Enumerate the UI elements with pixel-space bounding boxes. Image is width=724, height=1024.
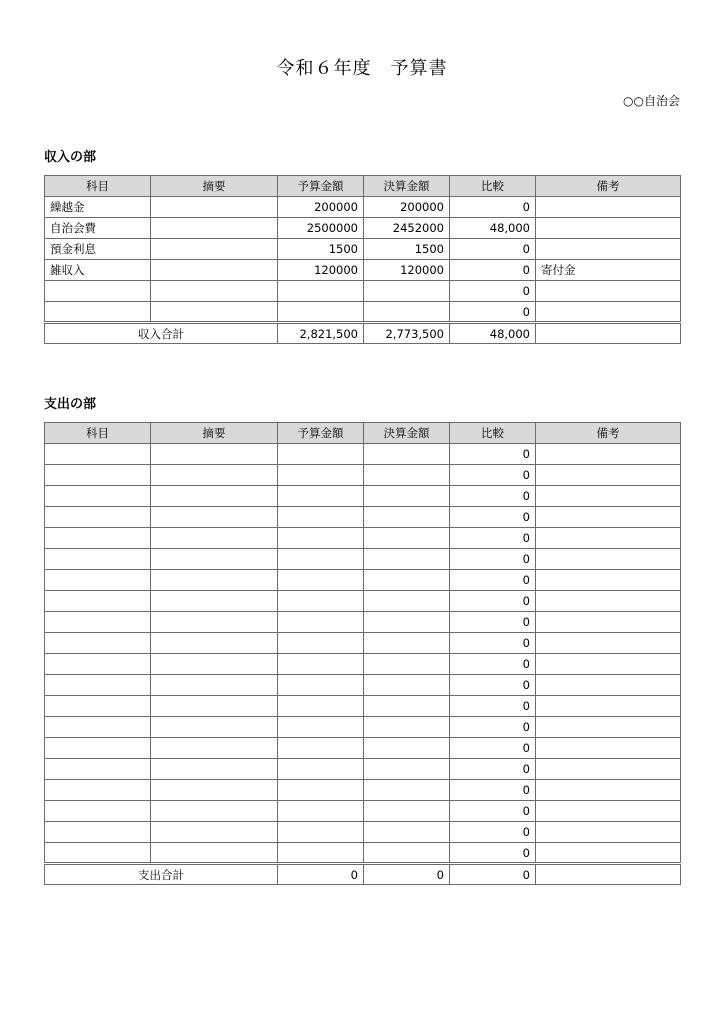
note-cell (536, 696, 681, 717)
subject-cell (45, 507, 151, 528)
summary-cell (151, 197, 278, 218)
diff-cell: 0 (450, 675, 536, 696)
diff-cell: 48,000 (450, 218, 536, 239)
summary-cell (151, 759, 278, 780)
diff-cell: 0 (450, 239, 536, 260)
actual-cell (364, 633, 450, 654)
budget-header: 予算金額 (278, 176, 364, 197)
total-diff-cell: 48,000 (450, 323, 536, 344)
subject-cell (45, 654, 151, 675)
diff-cell: 0 (450, 507, 536, 528)
diff-cell: 0 (450, 465, 536, 486)
table-row (45, 486, 681, 507)
income-table (44, 175, 681, 344)
diff-cell: 0 (450, 281, 536, 302)
budget-cell (278, 591, 364, 612)
subject-cell (45, 675, 151, 696)
table-row (45, 633, 681, 654)
total-label: 支出合計 (45, 864, 278, 885)
budget-cell (278, 281, 364, 302)
diff-cell: 0 (450, 801, 536, 822)
budget-cell (278, 633, 364, 654)
diff-cell: 0 (450, 843, 536, 864)
table-row (45, 218, 681, 239)
total-budget-cell: 2,821,500 (278, 323, 364, 344)
summary-header: 摘要 (151, 176, 278, 197)
note-cell (536, 675, 681, 696)
table-row (45, 591, 681, 612)
budget-cell: 2500000 (278, 218, 364, 239)
note-cell (536, 633, 681, 654)
note-cell (536, 717, 681, 738)
table-row (45, 675, 681, 696)
total-diff-cell: 0 (450, 864, 536, 885)
note-cell: 寄付金 (536, 260, 681, 281)
budget-cell (278, 822, 364, 843)
subject-header: 科目 (45, 423, 151, 444)
table-header-row (45, 176, 681, 197)
expense-table (44, 422, 681, 885)
note-cell (536, 239, 681, 260)
summary-cell (151, 612, 278, 633)
budget-cell (278, 801, 364, 822)
diff-cell: 0 (450, 822, 536, 843)
summary-cell (151, 444, 278, 465)
total-budget-cell: 0 (278, 864, 364, 885)
summary-cell (151, 507, 278, 528)
note-cell (536, 465, 681, 486)
subject-cell (45, 696, 151, 717)
diff-cell: 0 (450, 717, 536, 738)
diff-cell: 0 (450, 260, 536, 281)
budget-cell (278, 486, 364, 507)
summary-cell (151, 302, 278, 323)
actual-cell (364, 302, 450, 323)
table-row (45, 801, 681, 822)
table-row (45, 780, 681, 801)
subject-cell (45, 549, 151, 570)
budget-cell (278, 612, 364, 633)
table-row (45, 696, 681, 717)
actual-cell (364, 717, 450, 738)
subject-cell (45, 281, 151, 302)
total-row (45, 323, 681, 344)
summary-cell (151, 465, 278, 486)
total-note-cell (536, 864, 681, 885)
note-cell (536, 570, 681, 591)
subject-cell (45, 801, 151, 822)
note-cell (536, 281, 681, 302)
table-row (45, 260, 681, 281)
budget-cell (278, 570, 364, 591)
note-cell (536, 486, 681, 507)
subject-cell (45, 570, 151, 591)
subject-cell (45, 780, 151, 801)
table-row (45, 444, 681, 465)
subject-cell (45, 843, 151, 864)
budget-header: 予算金額 (278, 423, 364, 444)
subject-cell (45, 528, 151, 549)
actual-cell (364, 465, 450, 486)
subject-cell: 繰越金 (45, 197, 151, 218)
table-row (45, 612, 681, 633)
summary-cell (151, 591, 278, 612)
actual-cell (364, 528, 450, 549)
organization-name: ○○自治会 (623, 94, 680, 108)
summary-cell (151, 260, 278, 281)
actual-cell (364, 738, 450, 759)
actual-header: 決算金額 (364, 423, 450, 444)
note-cell (536, 801, 681, 822)
actual-cell: 2452000 (364, 218, 450, 239)
budget-cell (278, 654, 364, 675)
actual-cell: 200000 (364, 197, 450, 218)
diff-cell: 0 (450, 570, 536, 591)
diff-cell: 0 (450, 654, 536, 675)
note-cell (536, 612, 681, 633)
summary-cell (151, 822, 278, 843)
income-section-title: 収入の部 (44, 150, 97, 165)
note-cell (536, 738, 681, 759)
total-actual-cell: 0 (364, 864, 450, 885)
budget-cell (278, 528, 364, 549)
diff-cell: 0 (450, 696, 536, 717)
diff-cell: 0 (450, 444, 536, 465)
actual-cell: 1500 (364, 239, 450, 260)
note-cell (536, 654, 681, 675)
budget-cell (278, 507, 364, 528)
subject-cell (45, 465, 151, 486)
diff-header: 比較 (450, 423, 536, 444)
subject-cell (45, 759, 151, 780)
note-cell (536, 549, 681, 570)
table-row (45, 302, 681, 323)
summary-cell (151, 675, 278, 696)
actual-cell (364, 486, 450, 507)
actual-cell (364, 591, 450, 612)
diff-cell: 0 (450, 780, 536, 801)
summary-cell (151, 528, 278, 549)
summary-cell (151, 549, 278, 570)
actual-cell (364, 570, 450, 591)
summary-cell (151, 281, 278, 302)
actual-cell (364, 612, 450, 633)
budget-cell (278, 696, 364, 717)
summary-cell (151, 738, 278, 759)
actual-cell (364, 675, 450, 696)
diff-header: 比較 (450, 176, 536, 197)
note-cell (536, 528, 681, 549)
table-row (45, 738, 681, 759)
subject-cell (45, 822, 151, 843)
budget-cell: 120000 (278, 260, 364, 281)
budget-cell (278, 302, 364, 323)
table-header-row (45, 423, 681, 444)
summary-cell (151, 218, 278, 239)
subject-cell (45, 612, 151, 633)
diff-cell: 0 (450, 528, 536, 549)
diff-cell: 0 (450, 549, 536, 570)
table-row (45, 717, 681, 738)
diff-cell: 0 (450, 759, 536, 780)
summary-header: 摘要 (151, 423, 278, 444)
table-row (45, 843, 681, 864)
table-row (45, 507, 681, 528)
actual-cell (364, 843, 450, 864)
table-row (45, 570, 681, 591)
budget-cell (278, 444, 364, 465)
budget-cell (278, 675, 364, 696)
actual-cell (364, 780, 450, 801)
subject-cell (45, 444, 151, 465)
summary-cell (151, 654, 278, 675)
diff-cell: 0 (450, 197, 536, 218)
note-cell (536, 591, 681, 612)
actual-cell (364, 759, 450, 780)
table-row (45, 654, 681, 675)
diff-cell: 0 (450, 633, 536, 654)
actual-cell (364, 444, 450, 465)
budget-cell: 200000 (278, 197, 364, 218)
note-cell (536, 444, 681, 465)
table-row (45, 759, 681, 780)
note-cell (536, 197, 681, 218)
diff-cell: 0 (450, 486, 536, 507)
table-row (45, 549, 681, 570)
note-header: 備考 (536, 423, 681, 444)
subject-cell: 自治会費 (45, 218, 151, 239)
note-cell (536, 843, 681, 864)
budget-cell (278, 738, 364, 759)
budget-cell (278, 780, 364, 801)
actual-cell (364, 281, 450, 302)
subject-cell (45, 633, 151, 654)
note-cell (536, 780, 681, 801)
note-cell (536, 507, 681, 528)
summary-cell (151, 717, 278, 738)
budget-cell (278, 717, 364, 738)
total-note-cell (536, 323, 681, 344)
subject-cell: 雑収入 (45, 260, 151, 281)
table-row (45, 239, 681, 260)
actual-cell: 120000 (364, 260, 450, 281)
table-row (45, 822, 681, 843)
subject-cell (45, 591, 151, 612)
actual-cell (364, 801, 450, 822)
budget-cell (278, 759, 364, 780)
subject-cell (45, 302, 151, 323)
note-cell (536, 302, 681, 323)
summary-cell (151, 843, 278, 864)
diff-cell: 0 (450, 302, 536, 323)
table-row (45, 528, 681, 549)
summary-cell (151, 633, 278, 654)
total-row (45, 864, 681, 885)
summary-cell (151, 239, 278, 260)
summary-cell (151, 801, 278, 822)
actual-cell (364, 507, 450, 528)
table-row (45, 197, 681, 218)
budget-cell (278, 843, 364, 864)
summary-cell (151, 696, 278, 717)
expense-section-title: 支出の部 (44, 397, 97, 412)
total-actual-cell: 2,773,500 (364, 323, 450, 344)
page-title: 令和６年度 予算書 (276, 58, 448, 79)
subject-cell: 預金利息 (45, 239, 151, 260)
note-header: 備考 (536, 176, 681, 197)
actual-cell (364, 549, 450, 570)
budget-cell: 1500 (278, 239, 364, 260)
note-cell (536, 822, 681, 843)
budget-cell (278, 549, 364, 570)
table-row (45, 465, 681, 486)
note-cell (536, 218, 681, 239)
note-cell (536, 759, 681, 780)
subject-cell (45, 738, 151, 759)
summary-cell (151, 780, 278, 801)
actual-cell (364, 654, 450, 675)
diff-cell: 0 (450, 738, 536, 759)
diff-cell: 0 (450, 612, 536, 633)
total-label: 収入合計 (45, 323, 278, 344)
actual-header: 決算金額 (364, 176, 450, 197)
summary-cell (151, 570, 278, 591)
summary-cell (151, 486, 278, 507)
subject-header: 科目 (45, 176, 151, 197)
subject-cell (45, 717, 151, 738)
actual-cell (364, 696, 450, 717)
actual-cell (364, 822, 450, 843)
budget-cell (278, 465, 364, 486)
subject-cell (45, 486, 151, 507)
diff-cell: 0 (450, 591, 536, 612)
table-row (45, 281, 681, 302)
